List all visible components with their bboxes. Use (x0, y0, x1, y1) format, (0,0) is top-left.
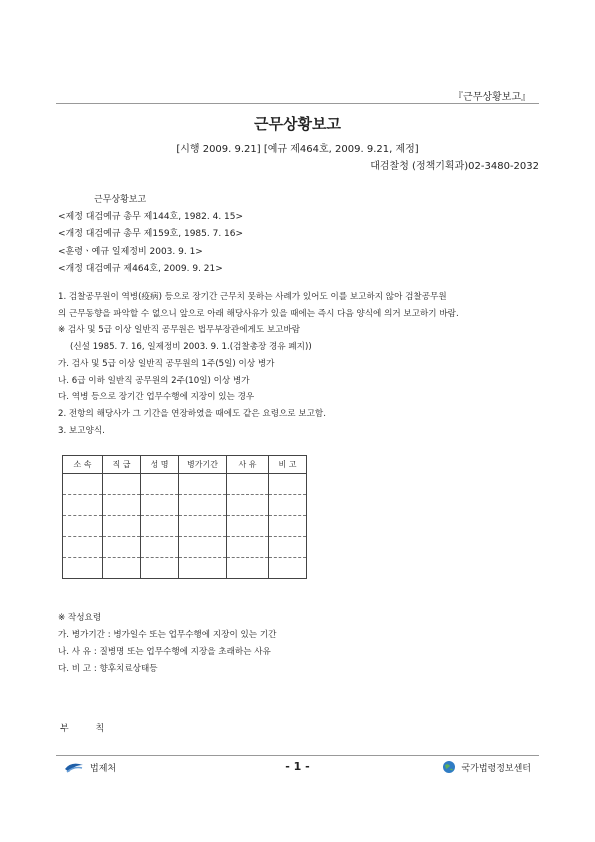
history-name: 근무상황보고 (94, 195, 147, 205)
table-cell (63, 558, 103, 579)
top-label: 『근무상황보고』 (453, 92, 531, 103)
table-row (63, 516, 307, 537)
table-cell (269, 537, 307, 558)
paragraph-2: 2. 전항의 해당사가 그 기간을 연장하였을 때에도 같은 요령으로 보고함. (58, 408, 326, 419)
body-text (58, 289, 538, 439)
table-cell (179, 495, 227, 516)
table-cell (227, 537, 269, 558)
table-row (63, 558, 307, 579)
table-cell (269, 558, 307, 579)
table-cell (141, 495, 179, 516)
paragraph-3: 3. 보고양식. (58, 425, 105, 436)
table-row (63, 474, 307, 495)
footer-right (442, 760, 531, 774)
history-entry: <훈령ㆍ예규 일제정비 2003. 9. 1> (58, 246, 203, 257)
supplementary-provisions: 부 칙 (60, 724, 117, 734)
table-cell (63, 516, 103, 537)
history-block (58, 192, 243, 278)
table-cell (63, 537, 103, 558)
header-cell-leave-period: 병가기간 (179, 456, 227, 474)
table-cell (103, 495, 141, 516)
table-cell (269, 495, 307, 516)
table-cell (227, 516, 269, 537)
note-1: ※ 검사 및 5급 이상 일반직 공무원은 법무부장관에게도 보고바람 (58, 325, 301, 336)
enactment-info: [시행 2009. 9.21] [예규 제464호, 2009. 9.21, 제정] (176, 144, 419, 155)
table-cell (227, 495, 269, 516)
table-cell (103, 558, 141, 579)
table-row (63, 537, 307, 558)
table-cell (227, 558, 269, 579)
department-contact: 대검찰청 (정책기획과)02-3480-2032 (370, 161, 539, 172)
report-form-table (62, 455, 307, 579)
globe-icon (442, 760, 456, 774)
table-cell (269, 474, 307, 495)
table-cell (179, 516, 227, 537)
note-1-sub: (신설 1985. 7. 16, 일제정비 2003. 9. 1.(검찰총장 경유 폐지)) (70, 342, 312, 353)
item-na: 나. 6급 이하 일반직 공무원의 2주(10일) 이상 병가 (58, 375, 250, 386)
table-cell (179, 474, 227, 495)
table-cell (179, 537, 227, 558)
writing-guide-item: 가. 병가기간 : 병가일수 또는 업무수행에 지장이 있는 기간 (58, 630, 277, 640)
item-ga: 가. 검사 및 5급 이상 일반직 공무원의 1주(5일) 이상 병가 (58, 358, 275, 369)
writing-guide-item: 나. 사 유 : 질병명 또는 업무수행에 지장을 초래하는 사유 (58, 647, 271, 657)
table-cell (103, 474, 141, 495)
history-entry: <개정 대검예규 총무 제159호, 1985. 7. 16> (58, 229, 244, 240)
history-entry: <개정 대검예규 제464호, 2009. 9. 21> (58, 263, 223, 274)
paragraph-1-line-2: 의 근무동향을 파악할 수 없으니 앞으로 아래 해당사유가 있을 때에는 즉시 다음 양식에 의거 보고하기 바람. (58, 308, 459, 319)
table-cell (103, 537, 141, 558)
page-number: - 1 - (285, 760, 310, 773)
table-cell (227, 474, 269, 495)
table-cell (141, 516, 179, 537)
table-cell (141, 558, 179, 579)
footer-rule (56, 755, 539, 757)
table-cell (103, 516, 141, 537)
writing-guide-item: 다. 비 고 : 향후치료상태등 (58, 664, 158, 674)
writing-guide (58, 610, 276, 678)
footer-left-text: 법제처 (90, 763, 117, 774)
table-cell (269, 516, 307, 537)
writing-guide-title: ※ 작성요령 (58, 613, 102, 623)
paragraph-1-line-1: 1. 검찰공무원이 역병(疫病) 등으로 장기간 근무치 못하는 사례가 있어도 이를 보고하지 않아 검찰공무원 (58, 292, 447, 302)
header-cell-rank: 직 급 (103, 456, 141, 474)
table-cell (63, 495, 103, 516)
document-title: 근무상황보고 (254, 115, 341, 133)
history-entry: <제정 대검예규 총무 제144호, 1982. 4. 15> (58, 212, 244, 223)
header-cell-name: 성 명 (141, 456, 179, 474)
footer-right-text: 국가법령정보센터 (461, 763, 531, 774)
table-row (63, 495, 307, 516)
header-rule (56, 103, 539, 105)
table-header-row (63, 456, 307, 474)
table-cell (63, 474, 103, 495)
table-cell (141, 474, 179, 495)
table-cell (179, 558, 227, 579)
item-da: 다. 역병 등으로 장기간 업무수행에 지장이 있는 경우 (58, 392, 255, 403)
header-cell-reason: 사 유 (227, 456, 269, 474)
header-cell-remarks: 비 고 (269, 456, 307, 474)
header-cell-affiliation: 소 속 (63, 456, 103, 474)
table-cell (141, 537, 179, 558)
